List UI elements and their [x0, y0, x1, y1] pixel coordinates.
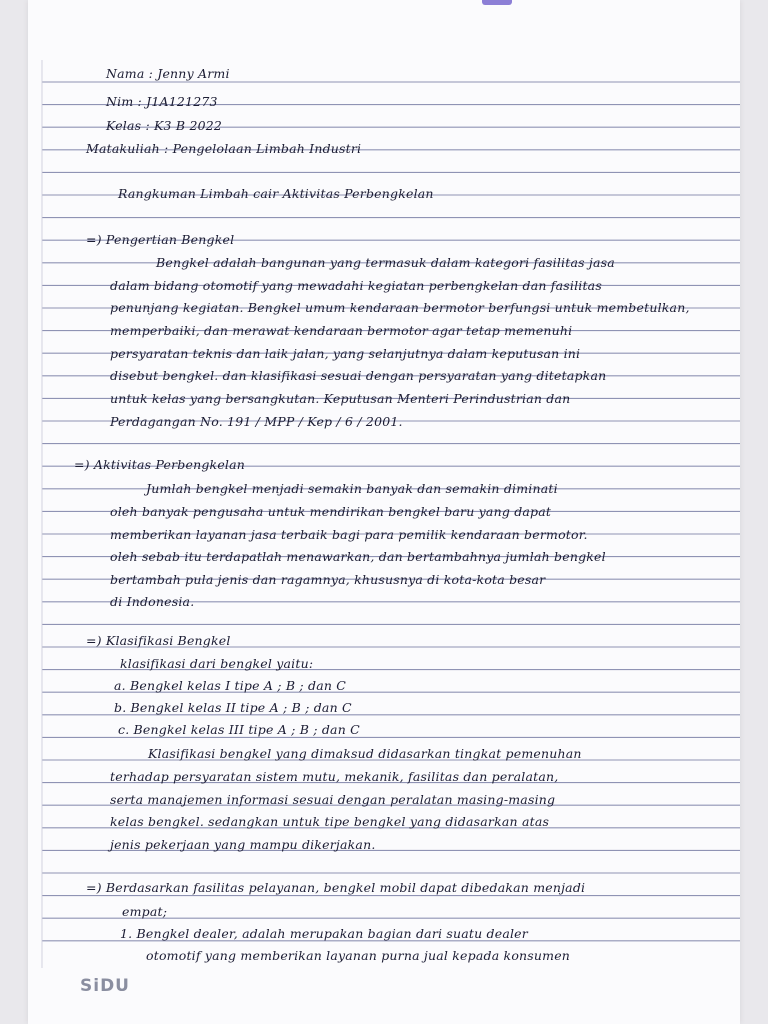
- text-line: dalam bidang otomotif yang mewadahi kegiatan perbengkelan dan fasilitas: [110, 278, 602, 293]
- section-heading-klasifikasi: =) Klasifikasi Bengkel: [86, 633, 231, 648]
- student-name: Nama : Jenny Armi: [106, 66, 230, 81]
- list-item: a. Bengkel kelas I tipe A ; B ; dan C: [114, 678, 347, 693]
- text-line: Perdagangan No. 191 / MPP / Kep / 6 / 2001.: [110, 414, 403, 429]
- text-line: bertambah pula jenis dan ragamnya, khususnya di kota-kota besar: [110, 572, 546, 587]
- section-heading-fasilitas: =) Berdasarkan fasilitas pelayanan, bengkel mobil dapat dibedakan menjadi: [86, 880, 586, 895]
- section-heading-pengertian: =) Pengertian Bengkel: [86, 232, 235, 247]
- text-line: empat;: [122, 904, 168, 919]
- brand-logo: SiDU: [80, 976, 130, 996]
- text-line: persyaratan teknis dan laik jalan, yang selanjutnya dalam keputusan ini: [110, 346, 581, 361]
- text-line: jenis pekerjaan yang mampu dikerjakan.: [110, 837, 376, 852]
- course-name: Matakuliah : Pengelolaan Limbah Industri: [86, 141, 362, 156]
- text-line: penunjang kegiatan. Bengkel umum kendaraan bermotor berfungsi untuk membetulkan,: [110, 300, 690, 315]
- list-item: c. Bengkel kelas III tipe A ; B ; dan C: [118, 722, 360, 737]
- text-line: disebut bengkel. dan klasifikasi sesuai dengan persyaratan yang ditetapkan: [110, 368, 607, 383]
- text-line: oleh banyak pengusaha untuk mendirikan bengkel baru yang dapat: [110, 504, 552, 519]
- text-line: Bengkel adalah bangunan yang termasuk dalam kategori fasilitas jasa: [156, 255, 615, 270]
- text-line: terhadap persyaratan sistem mutu, mekanik, fasilitas dan peralatan,: [110, 769, 559, 784]
- list-item: b. Bengkel kelas II tipe A ; B ; dan C: [114, 700, 352, 715]
- text-line: Klasifikasi bengkel yang dimaksud didasarkan tingkat pemenuhan: [148, 746, 582, 761]
- page-title: Rangkuman Limbah cair Aktivitas Perbengkelan: [118, 186, 434, 201]
- section-heading-aktivitas: =) Aktivitas Perbengkelan: [74, 457, 246, 472]
- text-line: di Indonesia.: [110, 594, 195, 609]
- text-line: serta manajemen informasi sesuai dengan peralatan masing-masing: [110, 792, 556, 807]
- text-line: memberikan layanan jasa terbaik bagi para pemilik kendaraan bermotor.: [110, 527, 588, 542]
- text-line: memperbaiki, dan merawat kendaraan bermotor agar tetap memenuhi: [110, 323, 573, 338]
- student-nim: Nim : J1A121273: [106, 94, 218, 109]
- text-line: untuk kelas yang bersangkutan. Keputusan Menteri Perindustrian dan: [110, 391, 571, 406]
- text-line: klasifikasi dari bengkel yaitu:: [120, 656, 314, 671]
- text-line: otomotif yang memberikan layanan purna jual kepada konsumen: [146, 948, 571, 963]
- text-line: Jumlah bengkel menjadi semakin banyak dan semakin diminati: [146, 481, 558, 496]
- text-line: kelas bengkel. sedangkan untuk tipe bengkel yang didasarkan atas: [110, 814, 550, 829]
- notebook-page: [28, 0, 740, 1024]
- text-line: oleh sebab itu terdapatlah menawarkan, dan bertambahnya jumlah bengkel: [110, 549, 606, 564]
- list-item: 1. Bengkel dealer, adalah merupakan bagian dari suatu dealer: [120, 926, 528, 941]
- student-class: Kelas : K3 B 2022: [106, 118, 223, 133]
